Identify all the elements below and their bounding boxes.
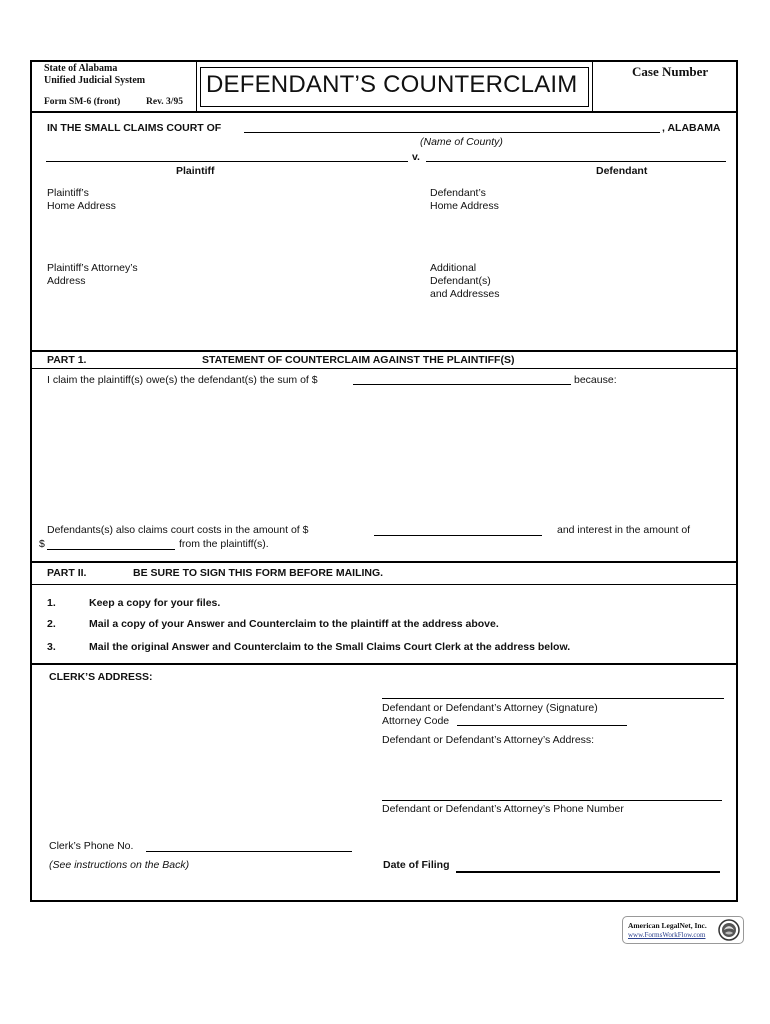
case-number-label: Case Number [632, 64, 709, 79]
claim-prefix: I claim the plaintiff(s) owe(s) the defendant(s) the sum of $ [47, 374, 318, 386]
form-id: Form SM-6 (front) [44, 97, 121, 107]
instruction-number-1: 1. [47, 597, 56, 609]
clerk-address-label: CLERK’S ADDRESS: [49, 671, 153, 683]
attorney-phone-input[interactable] [382, 800, 722, 801]
plaintiff-home-line2: Home Address [47, 200, 116, 212]
date-of-filing-label: Date of Filing [383, 859, 450, 871]
part1-heading-rule [30, 368, 738, 369]
defendant-home-line2: Home Address [430, 200, 499, 212]
county-input[interactable] [244, 132, 660, 133]
additional-defendants-label [430, 262, 499, 301]
judicial-system: Unified Judicial System [44, 75, 146, 86]
costs-prefix: Defendants(s) also claims court costs in the amount of $ [47, 524, 309, 536]
publisher-name: American LegalNet, Inc. [628, 921, 707, 930]
additional-defendants-line1: Additional [430, 262, 477, 274]
defendant-label: Defendant [596, 165, 648, 177]
page-title: DEFENDANT’S COUNTERCLAIM [206, 71, 578, 98]
part2-top-rule [30, 561, 738, 563]
case-number-field[interactable] [596, 82, 734, 108]
clerk-phone-label: Clerk’s Phone No. [49, 840, 134, 852]
clerk-top-rule [30, 663, 738, 665]
header-divider-left [196, 60, 197, 112]
claim-amount-input[interactable] [353, 384, 571, 385]
state-name: State of Alabama [44, 63, 118, 74]
defendant-name-input[interactable] [426, 161, 726, 162]
part1-heading: STATEMENT OF COUNTERCLAIM AGAINST THE PLAINTIFF(S) [202, 354, 515, 366]
publisher-logo-icon [718, 919, 740, 941]
header-divider-right [592, 60, 593, 112]
defendant-home-line1: Defendant’s [430, 187, 486, 199]
additional-defendants-line2: Defendant(s) [430, 275, 491, 287]
plaintiff-attorney-line1: Plaintiff’s Attorney’s [47, 262, 138, 274]
versus-label: v. [412, 151, 420, 163]
clerk-address-field[interactable] [40, 688, 360, 828]
court-prefix: IN THE SMALL CLAIMS COURT OF [47, 122, 222, 134]
county-hint: (Name of County) [420, 136, 503, 148]
court-costs-input[interactable] [374, 535, 542, 536]
instruction-number-3: 3. [47, 641, 56, 653]
attorney-code-label: Attorney Code [382, 715, 450, 727]
plaintiff-name-input[interactable] [46, 161, 408, 162]
plaintiff-attorney-address-label [47, 262, 138, 288]
signature-label: Defendant or Defendant’s Attorney (Signature) [382, 702, 598, 714]
part2-heading-rule [30, 584, 738, 585]
plaintiff-label: Plaintiff [176, 165, 215, 177]
signature-input[interactable] [382, 698, 724, 699]
part2-heading: BE SURE TO SIGN THIS FORM BEFORE MAILING. [133, 567, 384, 579]
plaintiff-home-address-label [47, 187, 116, 213]
attorney-address-field[interactable] [382, 750, 724, 798]
claim-reason-textarea[interactable] [40, 392, 730, 518]
court-suffix: , ALABAMA [662, 122, 721, 134]
costs-dollar: $ [39, 538, 45, 550]
claim-suffix: because: [574, 374, 617, 386]
publisher-badge [622, 916, 744, 944]
clerk-phone-input[interactable] [146, 851, 352, 852]
part2-label: PART II. [47, 567, 87, 579]
part1-label: PART 1. [47, 354, 87, 366]
plaintiff-attorney-line2: Address [47, 275, 86, 287]
instruction-text-3: Mail the original Answer and Counterclaim to the Small Claims Court Clerk at the address below. [89, 641, 571, 653]
additional-defendants-line3: and Addresses [430, 288, 500, 300]
instruction-number-2: 2. [47, 618, 56, 630]
instruction-text-2: Mail a copy of your Answer and Counterclaim to the plaintiff at the address above. [89, 618, 499, 630]
header-bottom-rule [30, 111, 738, 113]
publisher-website[interactable]: www.FormsWorkFlow.com [628, 931, 706, 939]
costs-suffix: from the plaintiff(s). [179, 538, 269, 550]
form-revision: Rev. 3/95 [146, 97, 183, 107]
attorney-code-input[interactable] [457, 725, 627, 726]
instruction-text-1: Keep a copy for your files. [89, 597, 221, 609]
instructions-note: (See instructions on the Back) [49, 859, 190, 871]
attorney-address-label: Defendant or Defendant’s Attorney’s Address: [382, 734, 595, 746]
part1-top-rule [30, 350, 738, 352]
defendant-home-address-label [430, 187, 499, 213]
attorney-phone-label: Defendant or Defendant’s Attorney’s Phone Number [382, 803, 624, 815]
costs-middle: and interest in the amount of [557, 524, 691, 536]
interest-amount-input[interactable] [47, 549, 175, 550]
plaintiff-home-line1: Plaintiff’s [47, 187, 89, 199]
date-of-filing-input[interactable] [456, 871, 720, 873]
